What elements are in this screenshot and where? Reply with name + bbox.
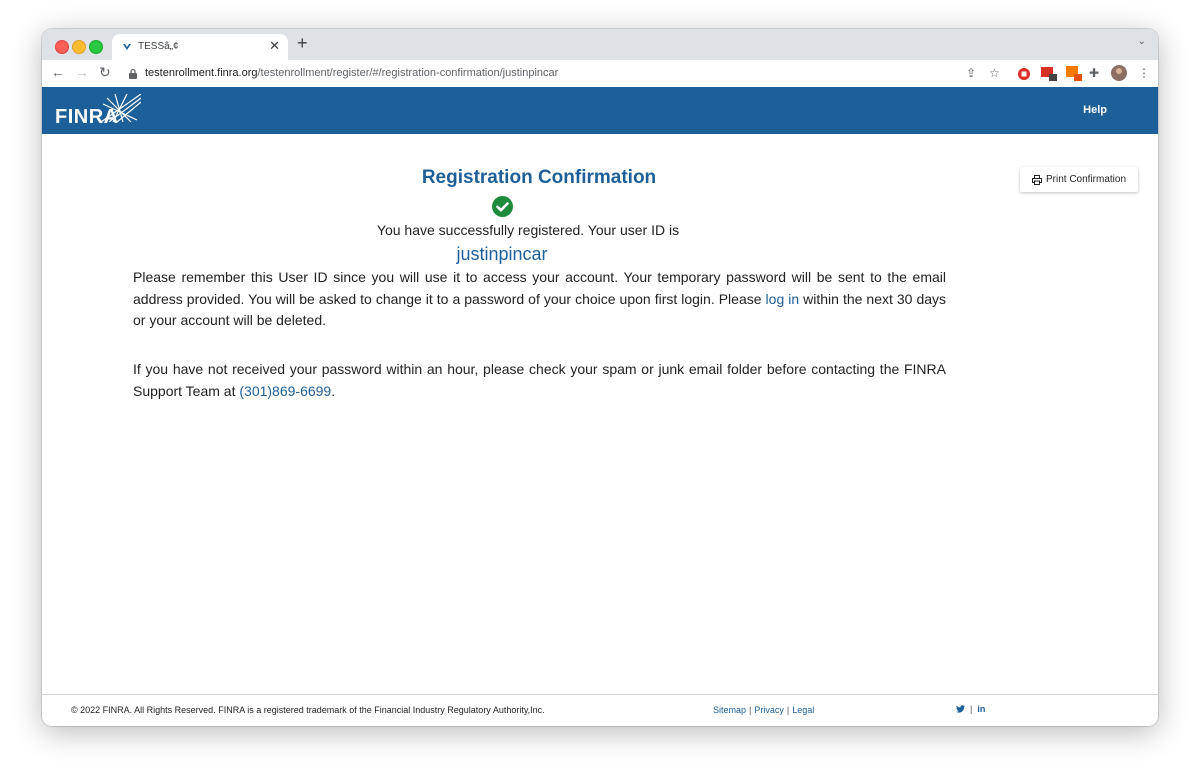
forward-arrow-icon[interactable]: → — [75, 64, 89, 80]
para1-text-before: Please remember this User ID since you will use it to access your account. Your temporary password will be sent to the email address provided. You will be asked to change it to a password of your choice upon first login. Please — [133, 269, 946, 307]
extension-badge-icon[interactable] — [1041, 66, 1057, 81]
finra-logo[interactable] — [55, 94, 141, 128]
linkedin-icon[interactable]: in — [977, 704, 986, 714]
tab-title: TESSâ„¢ — [138, 41, 179, 52]
share-icon[interactable]: ⇪ — [966, 66, 977, 80]
main-content — [42, 134, 1158, 694]
para2-text-before: If you have not received your password within an hour, please check your spam or junk email folder before contacting the FINRA Support Team at — [133, 361, 946, 399]
social-links — [956, 704, 985, 714]
browser-window — [42, 29, 1158, 726]
copyright-text: © 2022 FINRA. All Rights Reserved. FINRA is a registered trademark of the Financial Industry Regulatory Authority,Inc. — [71, 705, 545, 715]
extension-translate-icon[interactable] — [1066, 66, 1082, 81]
para1-text-after: within the next 30 days or your account will be deleted. — [133, 290, 947, 328]
browser-menu-icon[interactable]: ⋮ — [1138, 66, 1150, 80]
address-bar[interactable] — [145, 67, 558, 79]
url-host: testenrollment.finra.org — [145, 67, 258, 79]
lock-icon[interactable] — [128, 68, 138, 79]
site-header — [42, 87, 1158, 134]
footer-separator: | — [970, 704, 973, 714]
tab-close-icon[interactable]: ✕ — [269, 38, 280, 53]
back-arrow-icon[interactable]: ← — [51, 64, 65, 80]
sitemap-link[interactable]: Sitemap — [713, 705, 747, 715]
tab-strip — [42, 29, 1158, 60]
print-button-label: Print Confirmation — [1045, 174, 1127, 185]
footer-separator: | — [786, 705, 790, 715]
print-confirmation-button[interactable] — [1020, 167, 1138, 192]
log-in-link[interactable]: log in — [765, 290, 800, 307]
success-check-icon — [492, 196, 513, 217]
privacy-link[interactable]: Privacy — [754, 705, 784, 715]
user-id: justinpincar — [456, 244, 548, 264]
bookmark-star-icon[interactable]: ☆ — [989, 66, 1000, 80]
extension-stop-icon[interactable] — [1018, 68, 1030, 80]
url-path: /testenrollment/register/#/registration-confirmation/justinpincar — [257, 67, 559, 79]
reload-icon[interactable]: ↻ — [99, 64, 111, 80]
support-phone-link[interactable]: (301)869-6699 — [239, 382, 332, 399]
support-instructions — [133, 359, 946, 402]
close-window-button[interactable] — [55, 40, 69, 54]
help-link[interactable]: Help — [1083, 104, 1107, 116]
logo-text: FINRA — [55, 106, 119, 128]
new-tab-button[interactable]: + — [297, 33, 308, 53]
site-footer — [42, 694, 1158, 726]
extensions-puzzle-icon[interactable]: ✚ — [1089, 66, 1100, 80]
logo-mesh-icon — [101, 94, 141, 122]
browser-tab[interactable] — [112, 34, 288, 60]
page-title: Registration Confirmation — [421, 167, 657, 188]
password-instructions — [133, 267, 946, 332]
para2-text-after: . — [331, 382, 336, 399]
browser-toolbar — [42, 60, 1158, 88]
profile-avatar[interactable] — [1111, 65, 1127, 81]
tab-search-chevron-icon[interactable]: ⌄ — [1137, 36, 1146, 47]
success-message: You have successfully registered. Your user ID is — [376, 222, 680, 238]
footer-links — [713, 705, 814, 715]
minimize-window-button[interactable] — [72, 40, 86, 54]
finra-favicon-icon — [121, 41, 133, 53]
twitter-icon[interactable] — [956, 705, 965, 713]
footer-separator: | — [749, 705, 752, 715]
legal-link[interactable]: Legal — [792, 705, 815, 715]
zoom-window-button[interactable] — [89, 40, 103, 54]
